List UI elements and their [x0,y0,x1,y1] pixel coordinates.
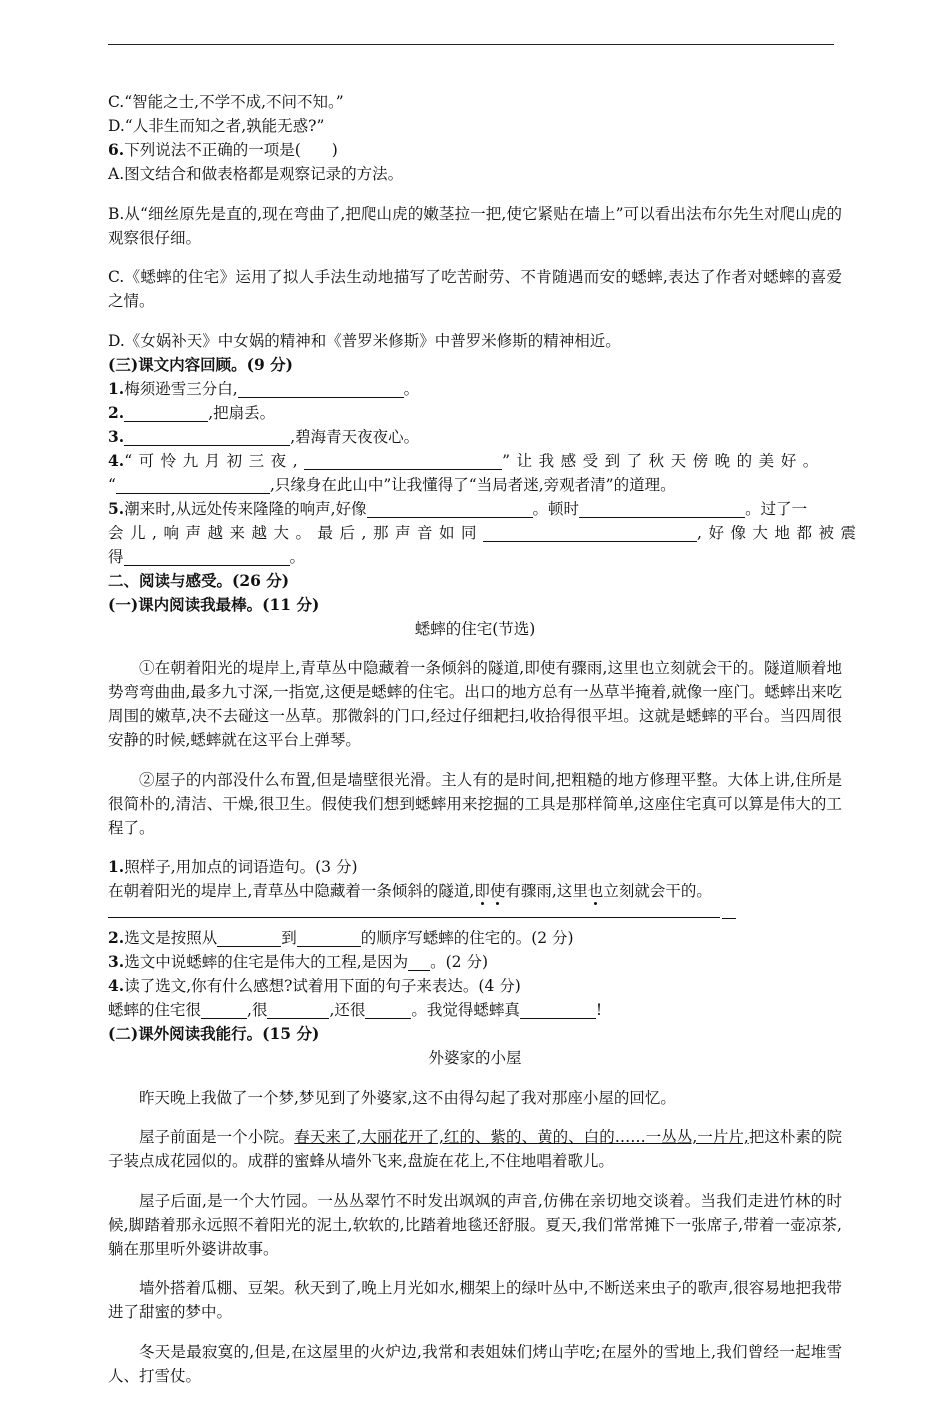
recall-q4-d: ,只缘身在此山中”让我懂得了“当局者迷,旁观者清”的道理。 [269,475,676,494]
q6-number: 6. [108,140,125,159]
q6-option-a: A.图文结合和做表格都是观察记录的方法。 [108,165,404,183]
recall-q5-e: ,好像大地都被震 [697,523,863,542]
part1-heading: (一)课内阅读我最棒。(11 分) [108,594,320,614]
reading-q4-sentence [108,998,842,1022]
part3-heading: (三)课文内容回顾。(9 分) [108,354,294,374]
recall-q5-line3 [108,545,842,569]
example-part-b: 有骤雨,这里 [505,882,588,900]
recall-q2-number: 2. [108,402,125,422]
passage2-para2-end: 把这朴素的院子装点成花园似的。成群的蜜蜂从墙外飞来,盘旋在花上,不住地唱着歌儿。 [108,1128,842,1170]
passage2-para2 [108,1125,842,1173]
reading-q4 [108,974,842,998]
recall-q5-d: 会儿,响声越来越大。最后,那声音如同 [108,523,484,542]
reading-q1-answer-line[interactable] [108,903,720,918]
recall-q5-a: 潮来时,从远处传来隆隆的响声,好像 [124,499,367,518]
q6-option-b: B.从“细丝原先是直的,现在弯曲了,把爬山虎的嫩茎拉一把,使它紧贴在墙上”可以看出法布尔先生对爬山虎的观察很仔细。 [108,204,842,247]
recall-q5-blank-2[interactable] [579,499,745,518]
q6-stem: 下列说法不正确的一项是( ) [124,141,338,159]
recall-q4-blank-1[interactable] [304,451,502,470]
recall-q1-end: 。 [403,379,420,398]
recall-q4-blank-2[interactable] [116,475,270,494]
recall-q5-blank-4[interactable] [124,547,290,566]
recall-q5-blank-1[interactable] [367,499,533,518]
reading-q4-blank-1[interactable] [201,1000,247,1019]
reading-q2-c: 的顺序写蟋蟀的住宅的。(2 分) [360,929,574,947]
example-part-a: 在朝着阳光的堤岸上,青草丛中隐藏着一条倾斜的隧道, [108,882,475,900]
passage2-para2-start: 屋子前面是一个小院。 [139,1128,295,1146]
passage1-para2: ②屋子的内部没什么布置,但是墙壁很光滑。主人有的是时间,把粗糙的地方修理平整。大体上讲,住所是很简朴的,清洁、干燥,很卫生。假使我们想到蟋蟀用来挖掘的工具是那样简单,这座住宅真可以算是伟大的工程了。 [108,770,842,837]
recall-q5-line2 [108,521,863,545]
reading-q3-number: 3. [108,952,125,971]
q6-option-c: C.《蟋蟀的住宅》运用了拟人手法生动地描写了吃苦耐劳、不肯随遇而安的蟋蟀,表达了作者对蟋蟀的喜爱之情。 [108,268,842,310]
question-6 [108,138,842,162]
reading-q3-b: 。(2 分) [430,953,489,971]
reading-q2 [108,926,842,950]
reading-q4-number: 4. [108,976,125,995]
reading-q1 [108,855,842,879]
passage2-para5: 冬天是最寂寞的,但是,在这屋里的火炉边,我常和表姐妹们烤山芋吃;在屋外的雪地上,我们曾经一起堆雪人、打雪仗。 [108,1342,842,1385]
recall-q4-line1 [108,449,842,473]
reading-q3-blank[interactable] [408,952,430,971]
recall-q4-b: ”让我感受到了秋天傍晚的美好。 [502,451,825,470]
reading-q4-b: ,很 [247,1001,268,1019]
recall-q5-number: 5. [108,498,125,518]
q6-option-d: D.《女娲补天》中女娲的精神和《普罗米修斯》中普罗米修斯的精神相近。 [108,331,621,350]
reading-q4-blank-3[interactable] [365,1000,411,1019]
recall-q5-g: 。 [289,547,306,566]
dotted-char-ji: 即 [474,882,490,900]
recall-q3-number: 3. [108,426,125,446]
reading-q4-e: ! [595,1001,603,1019]
recall-q2 [108,401,842,425]
dotted-char-ye: 也 [587,882,604,900]
passage1-title: 蟋蟀的住宅(节选) [414,619,536,638]
recall-q1-number: 1. [108,378,125,398]
recall-q3-blank[interactable] [124,427,290,446]
reading-q3-a: 选文中说蟋蟀的住宅是伟大的工程,是因为 [124,953,409,971]
reading-q2-blank-1[interactable] [217,928,281,947]
reading-q1-number: 1. [108,857,125,876]
passage2-para1: 昨天晚上我做了一个梦,梦见到了外婆家,这不由得勾起了我对那座小屋的回忆。 [139,1088,676,1107]
reading-q4-blank-2[interactable] [267,1000,329,1019]
reading-q1-example [108,879,842,903]
recall-q4-a: “可怜九月初三夜, [124,451,305,470]
recall-q5-f: 得 [108,547,124,566]
reading-q4-blank-4[interactable] [520,1000,596,1019]
choice-d: D.“人非生而知之者,孰能无惑?” [108,117,325,135]
reading-q4-c: ,还很 [329,1001,366,1019]
reading-q2-blank-2[interactable] [297,928,361,947]
passage2-para3: 屋子后面,是一个大竹园。一丛丛翠竹不时发出飒飒的声音,仿佛在亲切地交谈着。当我们走进竹林的时候,脚踏着那永远照不着阳光的泥土,软软的,比踏着地毯还舒服。夏天,我们常常摊下一张席子,带着一壶凉茶,躺在那里听外婆讲故事。 [108,1191,842,1258]
recall-q4-number: 4. [108,450,125,470]
recall-q5-b: 。顿时 [532,499,580,518]
passage2-para4: 墙外搭着瓜棚、豆架。秋天到了,晚上月光如水,棚架上的绿叶丛中,不断送来虫子的歌声,很容易地把我带进了甜蜜的梦中。 [108,1279,842,1321]
recall-q2-text: ,把扇丢。 [208,403,276,422]
reading-q4-text: 读了选文,你有什么感想?试着用下面的句子来表达。(4 分) [124,977,521,995]
passage1-para1: ①在朝着阳光的堤岸上,青草丛中隐藏着一条倾斜的隧道,即使有骤雨,这里也立刻就会干的。隧道顺着地势弯弯曲曲,最多九寸深,一指宽,这便是蟋蟀的住宅。出口的地方总有一丛草半掩着,就像一座门。蟋蟀出来吃周围的嫩草,决不去碰这一丛草。那微斜的门口,经过仔细耙扫,收拾得很平坦。这就是蟋蟀的平台。当四周很安静的时候,蟋蟀就在这平台上弹琴。 [108,659,842,749]
recall-q5-line1 [108,497,842,521]
recall-q5-blank-3[interactable] [483,523,697,542]
reading-q3 [108,950,842,974]
passage2-underlined-sentence: 春天来了,大丽花开了,红的、紫的、黄的、白的……一丛丛,一片片, [294,1128,749,1146]
dotted-char-shi: 使 [489,882,506,900]
recall-q3-text: ,碧海青天夜夜心。 [290,427,420,446]
header-rule [108,44,834,45]
part2-heading: (二)课外阅读我能行。(15 分) [108,1024,320,1043]
recall-q4-line2 [108,473,842,497]
reading-q4-d: 。我觉得蟋蟀真 [411,1001,520,1019]
reading-q2-b: 到 [281,929,297,947]
recall-q3 [108,425,842,449]
reading-q1-text: 照样子,用加点的词语造句。(3 分) [124,858,358,876]
reading-q2-number: 2. [108,928,125,947]
recall-q1 [108,377,842,401]
recall-q2-blank[interactable] [124,403,208,422]
choice-c: C.“智能之士,不学不成,不问不知。” [108,93,344,111]
recall-q1-text: 梅须逊雪三分白, [124,379,238,398]
reading-q2-a: 选文是按照从 [124,929,218,947]
recall-q1-blank[interactable] [238,379,404,398]
recall-q5-c: 。过了一 [745,499,808,518]
exam-page [108,90,863,1403]
section2-heading: 二、阅读与感受。(26 分) [108,570,290,590]
recall-q4-c: “ [108,475,116,494]
example-part-c: 立刻就会干的。 [603,882,712,900]
passage2-title: 外婆家的小屋 [428,1049,522,1067]
reading-q4-a: 蟋蟀的住宅很 [108,1001,202,1019]
